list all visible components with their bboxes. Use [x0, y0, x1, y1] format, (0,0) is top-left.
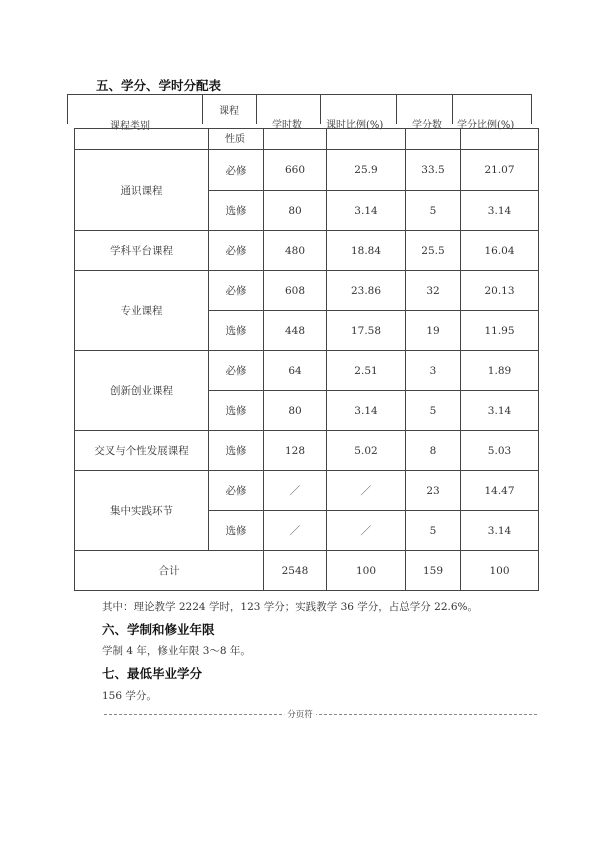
page-break-line: [104, 714, 537, 715]
course-category: 学科平台课程: [75, 231, 209, 271]
course-nature: 选修: [209, 391, 264, 431]
hours-pct-cell: ／: [327, 471, 406, 511]
credits-pct-cell: 1.89: [461, 351, 539, 391]
table-note: 其中：理论教学 2224 学时，123 学分；实践教学 36 学分，占总学分 22.6%。: [102, 601, 479, 613]
header-divider: [202, 94, 203, 124]
header-divider: [320, 94, 321, 124]
section-7-title: 七、最低毕业学分: [102, 666, 203, 681]
credits-pct-cell: 11.95: [461, 311, 539, 351]
hours-cell: 448: [264, 311, 327, 351]
table-row: [75, 271, 539, 311]
hours-cell: ／: [264, 471, 327, 511]
credits-pct-cell: 16.04: [461, 231, 539, 271]
header-divider: [531, 94, 532, 124]
credit-hours-table: [74, 128, 539, 591]
credits-cell: 3: [406, 351, 461, 391]
hours-cell: 2548: [264, 551, 327, 591]
course-category: 集中实践环节: [75, 471, 209, 551]
course-category: 通识课程: [75, 150, 209, 231]
hours-cell: 80: [264, 191, 327, 231]
credits-cell: 25.5: [406, 231, 461, 271]
hours-cell: 660: [264, 150, 327, 191]
hours-pct-cell: 5.02: [327, 431, 406, 471]
course-nature: 选修: [209, 511, 264, 551]
course-nature: 必修: [209, 231, 264, 271]
credits-cell: 33.5: [406, 150, 461, 191]
hours-pct-cell: 18.84: [327, 231, 406, 271]
course-nature: 选修: [209, 191, 264, 231]
credits-pct-cell: 3.14: [461, 191, 539, 231]
credits-pct-cell: 100: [461, 551, 539, 591]
course-nature: 必修: [209, 471, 264, 511]
course-category: 专业课程: [75, 271, 209, 351]
table-row: [75, 231, 539, 271]
header-credits-pct: 学分比例(%): [457, 120, 515, 131]
section-6-body: 学制 4 年，修业年限 3～8 年。: [102, 645, 251, 657]
header-nature-cell: [209, 129, 264, 150]
header-nature-line1: 课程: [219, 106, 239, 117]
course-nature: 必修: [209, 150, 264, 191]
header-divider: [256, 94, 257, 124]
header-divider: [452, 94, 453, 124]
hours-cell: 608: [264, 271, 327, 311]
table-row: [75, 150, 539, 191]
table-row: [75, 351, 539, 391]
hours-pct-cell: 3.14: [327, 191, 406, 231]
credits-cell: 32: [406, 271, 461, 311]
header-nature-line2: 性质: [225, 134, 245, 145]
hours-cell: 64: [264, 351, 327, 391]
header-divider: [396, 94, 397, 124]
header-credits-pct-cell: [461, 129, 539, 150]
total-label: 合计: [75, 551, 264, 591]
course-nature: 选修: [209, 311, 264, 351]
hours-pct-cell: 2.51: [327, 351, 406, 391]
table-row: [75, 471, 539, 511]
hours-pct-cell: 100: [327, 551, 406, 591]
header-category-cell: [75, 129, 209, 150]
hours-pct-cell: 25.9: [327, 150, 406, 191]
credits-cell: 159: [406, 551, 461, 591]
header-hours-pct-cell: [327, 129, 406, 150]
header-hours-cell: [264, 129, 327, 150]
credits-pct-cell: 21.07: [461, 150, 539, 191]
hours-cell: 480: [264, 231, 327, 271]
credits-cell: 19: [406, 311, 461, 351]
credits-cell: 8: [406, 431, 461, 471]
credits-pct-cell: 5.03: [461, 431, 539, 471]
credits-cell: 5: [406, 511, 461, 551]
header-hours: 学时数: [272, 120, 302, 131]
hours-cell: ／: [264, 511, 327, 551]
hours-pct-cell: 23.86: [327, 271, 406, 311]
header-divider: [67, 94, 68, 124]
hours-pct-cell: 3.14: [327, 391, 406, 431]
section-7-body: 156 学分。: [102, 690, 157, 702]
credits-pct-cell: 20.13: [461, 271, 539, 311]
hours-cell: 80: [264, 391, 327, 431]
course-nature: 必修: [209, 351, 264, 391]
header-hours-pct: 课时比例(%): [326, 120, 384, 131]
course-category: 交叉与个性发展课程: [75, 431, 209, 471]
total-row: [75, 551, 539, 591]
header-category: 课程类别: [110, 121, 150, 132]
course-nature: 选修: [209, 431, 264, 471]
hours-pct-cell: ／: [327, 511, 406, 551]
table-row: [75, 431, 539, 471]
credits-cell: 23: [406, 471, 461, 511]
credits-pct-cell: 3.14: [461, 511, 539, 551]
credits-cell: 5: [406, 391, 461, 431]
course-category: 创新创业课程: [75, 351, 209, 431]
section-5-title: 五、学分、学时分配表: [96, 78, 222, 93]
section-6-title: 六、学制和修业年限: [102, 622, 215, 637]
credits-pct-cell: 14.47: [461, 471, 539, 511]
hours-pct-cell: 17.58: [327, 311, 406, 351]
page-break-label: 分页符: [284, 708, 316, 720]
credits-cell: 5: [406, 191, 461, 231]
header-credits: 学分数: [412, 120, 442, 131]
credits-pct-cell: 3.14: [461, 391, 539, 431]
header-credits-cell: [406, 129, 461, 150]
hours-cell: 128: [264, 431, 327, 471]
header-top-line: [67, 94, 532, 95]
course-nature: 必修: [209, 271, 264, 311]
